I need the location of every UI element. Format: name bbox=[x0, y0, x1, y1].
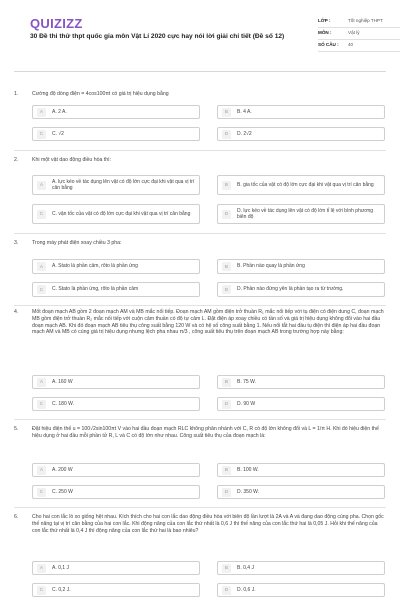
option-letter: A bbox=[37, 466, 46, 475]
option-letter: B bbox=[222, 378, 231, 387]
question-number: 6. bbox=[14, 514, 19, 520]
option-text: B. 4 A. bbox=[237, 108, 252, 115]
option-text: C. 180 W. bbox=[52, 400, 74, 407]
question-divider bbox=[14, 150, 386, 151]
option-letter: C bbox=[37, 285, 46, 294]
option-letter: C bbox=[37, 210, 46, 219]
question-2 bbox=[14, 157, 386, 164]
option-letter: D bbox=[222, 488, 231, 497]
option-a[interactable] bbox=[32, 561, 200, 575]
option-letter: D bbox=[222, 285, 231, 294]
option-text: D. Phần nào đứng yên là phần tạo ra từ trường. bbox=[237, 286, 344, 293]
meta-count-row bbox=[318, 40, 400, 52]
option-d[interactable] bbox=[217, 282, 385, 297]
question-5 bbox=[14, 426, 386, 440]
option-b[interactable] bbox=[217, 375, 385, 389]
question-text: Cho hai con lắc lò xo giống hệt nhau. Kích thích cho hai con lắc dao động điều hòa với biên độ lần lượt là 2A và A và đang dao động cùng pha. Chọn gốc thế năng tại vị trí cân bằng của hai con lắc. Khi động năng của con lắc thứ nhất là 0,6 J thì thế năng của con lắc thứ hai là 0,05 J. Hỏi khi thế năng của con lắc thứ nhất là 0,4 J thì động năng của con lắc thứ hai là bao nhiêu? bbox=[32, 514, 384, 534]
option-d[interactable] bbox=[217, 397, 385, 411]
option-letter: B bbox=[222, 181, 231, 190]
option-text: C. √2 bbox=[52, 130, 64, 137]
question-4 bbox=[14, 309, 386, 336]
meta-class-row bbox=[318, 16, 400, 28]
option-a[interactable] bbox=[32, 105, 200, 119]
option-text: D. 0,6 J. bbox=[237, 586, 256, 593]
option-letter: A bbox=[37, 181, 46, 190]
worksheet-header bbox=[14, 0, 386, 72]
option-d[interactable] bbox=[217, 204, 385, 224]
option-text: C. Stato là phần ứng, rôto là phần cảm bbox=[52, 286, 139, 293]
option-text: D. 350 W. bbox=[237, 488, 259, 495]
option-c[interactable] bbox=[32, 282, 200, 297]
option-letter: B bbox=[222, 564, 231, 573]
option-text: A. 0,1 J bbox=[52, 564, 69, 571]
question-divider bbox=[14, 305, 386, 306]
question-text: Đặt hiệu điện thế u = 100√2sin100πt V vào hai đầu đoạn mạch RLC không phân nhánh với C, R có độ lớn không đổi và L = 1/π H. Khi đó hiệu điện thế hiệu dụng ở hai đầu mỗi phần tử R, L và C có độ lớn như nhau. Công suất tiêu thụ của đoạn mạch là: bbox=[32, 426, 379, 439]
option-letter: B bbox=[222, 466, 231, 475]
option-c[interactable] bbox=[32, 397, 200, 411]
question-text: Trong máy phát điện xoay chiều 3 pha: bbox=[32, 240, 122, 246]
option-letter: C bbox=[37, 586, 46, 595]
option-b[interactable] bbox=[217, 561, 385, 575]
option-letter: A bbox=[37, 108, 46, 117]
option-letter: D bbox=[222, 586, 231, 595]
worksheet-title: 30 Đề thi thử thpt quốc gia môn Vật Lí 2020 cực hay nói lời giải chi tiết (Đề số 12) bbox=[30, 33, 285, 40]
question-3 bbox=[14, 240, 386, 247]
option-letter: A bbox=[37, 564, 46, 573]
option-letter: A bbox=[37, 378, 46, 387]
option-text: B. gia tốc của vật có độ lớn cực đại khi vật qua vị trí cân bằng bbox=[237, 181, 374, 188]
option-text: A. Stato là phần cảm, rôto là phần ứng bbox=[52, 263, 138, 270]
option-c[interactable] bbox=[32, 583, 200, 597]
option-text: C. 0,2 J. bbox=[52, 586, 71, 593]
option-text: D. 90 W bbox=[237, 400, 256, 407]
option-text: D. 2√2 bbox=[237, 130, 252, 137]
option-letter: C bbox=[37, 400, 46, 409]
meta-class-label: LỚP : bbox=[318, 18, 331, 23]
option-c[interactable] bbox=[32, 204, 200, 224]
option-c[interactable] bbox=[32, 485, 200, 499]
meta-subject-value: Vật lý bbox=[348, 29, 360, 35]
meta-count-value: 40 bbox=[348, 41, 354, 47]
option-text: A. lực kéo về tác dụng lên vật có độ lớn cực đại khi vật qua vị trí cân bằng bbox=[52, 178, 195, 191]
meta-class-value: Tốt nghiệp THPT bbox=[348, 18, 383, 23]
option-letter: B bbox=[222, 108, 231, 117]
question-number: 5. bbox=[14, 426, 19, 432]
question-text: Cường độ dòng điện = 4cos100πt có giá trị hiệu dụng bằng bbox=[32, 91, 169, 97]
meta-subject-label: MÔN : bbox=[318, 29, 332, 35]
option-a[interactable] bbox=[32, 259, 200, 274]
option-letter: D bbox=[222, 400, 231, 409]
question-number: 3. bbox=[14, 240, 19, 246]
question-divider bbox=[14, 233, 386, 234]
option-text: D. lực kéo về tác dụng lên vật có độ lớn tỉ lệ với bình phương biên độ bbox=[237, 207, 374, 220]
question-number: 1. bbox=[14, 91, 19, 97]
question-divider bbox=[14, 507, 386, 508]
option-text: C. vận tốc của vật có độ lớn cực đại khi vật qua vị trí cân bằng bbox=[52, 210, 191, 217]
option-b[interactable] bbox=[217, 259, 385, 274]
option-text: B. 0,4 J bbox=[237, 564, 254, 571]
question-text: Mốt đoạn mạch AB gồm 2 đoạn mạch AM và MB mắc nối tiếp. Đoạn mạch AM gồm điện trở thuần R₁ mắc nối tiếp với tụ điện có điện dung C, đoạn mạch MB gồm điện trở thuần R₂ mắc nối tiếp với cuộn cảm thuần có độ tự cảm L. Đặt điện áp xoay chiều có tần số và giá trị hiệu dụng không đổi vào hai đầu đoạn mạch AB. Khi đó đoạn mạch AB tiêu thụ công suất bằng 120 W và có hệ số công suất bằng 1. Nếu nối tắt hai đầu tụ điện thì điện áp hai đầu đoạn mạch AM và MB có cùng giá trị hiệu dụng nhưng lệch pha nhau π/3 , công suất tiêu thụ trên đoạn mạch AB trong trường hợp này bằng: bbox=[32, 309, 384, 336]
option-text: B. 100 W. bbox=[237, 466, 259, 473]
option-letter: C bbox=[37, 488, 46, 497]
option-letter: A bbox=[37, 262, 46, 271]
question-6 bbox=[14, 514, 386, 534]
option-text: B. Phần nào quay là phần ứng bbox=[237, 263, 305, 270]
meta-subject-row bbox=[318, 28, 400, 40]
question-number: 4. bbox=[14, 309, 19, 315]
question-1 bbox=[14, 91, 386, 98]
option-a[interactable] bbox=[32, 175, 200, 195]
option-letter: B bbox=[222, 262, 231, 271]
option-text: A. 160 W bbox=[52, 378, 73, 385]
option-b[interactable] bbox=[217, 175, 385, 195]
option-text: A. 2 A. bbox=[52, 108, 67, 115]
quizizz-logo: QUIZIZZ bbox=[30, 16, 83, 31]
option-letter: D bbox=[222, 130, 231, 139]
option-c[interactable] bbox=[32, 127, 200, 141]
question-text: Khi một vật dao động điều hòa thì: bbox=[32, 157, 112, 163]
option-d[interactable] bbox=[217, 583, 385, 597]
meta-count-label: SỐ CÂU : bbox=[318, 41, 339, 47]
option-b[interactable] bbox=[217, 105, 385, 119]
question-divider bbox=[14, 419, 386, 420]
option-letter: C bbox=[37, 130, 46, 139]
worksheet-meta bbox=[318, 16, 400, 52]
option-b[interactable] bbox=[217, 463, 385, 477]
option-text: B. 75 W. bbox=[237, 378, 256, 385]
option-text: C. 250 W bbox=[52, 488, 73, 495]
option-letter: D bbox=[222, 210, 231, 219]
question-number: 2. bbox=[14, 157, 19, 163]
option-d[interactable] bbox=[217, 127, 385, 141]
option-a[interactable] bbox=[32, 463, 200, 477]
option-a[interactable] bbox=[32, 375, 200, 389]
option-text: A. 200 W bbox=[52, 466, 73, 473]
option-d[interactable] bbox=[217, 485, 385, 499]
